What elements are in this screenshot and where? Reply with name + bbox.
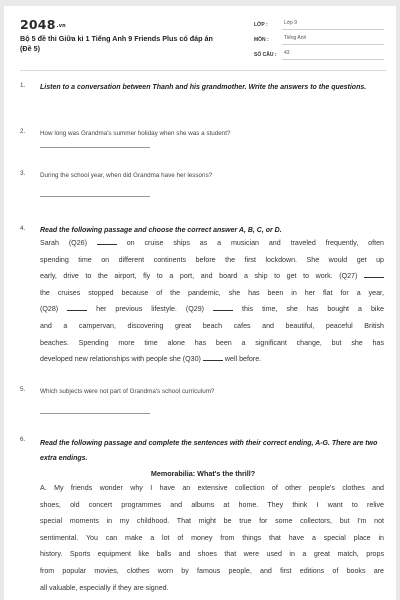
question-5 xyxy=(20,386,386,410)
question-2 xyxy=(20,128,386,152)
question-number: 6. xyxy=(20,436,26,443)
meta-value: Lớp 9 xyxy=(282,20,384,30)
blank-q27[interactable] xyxy=(364,271,384,278)
blank-q26[interactable] xyxy=(97,238,117,245)
blank-q30[interactable] xyxy=(203,354,223,361)
question-text: How long was Grandma's summer holiday when she was a student? xyxy=(40,130,231,137)
passage-line: beaches. Spending more time alone has been a significant change, but she has xyxy=(40,338,384,347)
meta-key: SỐ CÂU : xyxy=(254,51,277,58)
meta-value: Tiếng Anh xyxy=(282,35,384,45)
answer-line[interactable] xyxy=(40,413,150,414)
meta-key: LỚP : xyxy=(254,21,268,28)
logo-text: 2048 xyxy=(20,17,56,32)
reading-passage-1 xyxy=(40,235,384,368)
passage-title: Memorabilia: What's the thrill? xyxy=(150,469,256,478)
meta-row-subject xyxy=(254,32,384,47)
meta-key: MÔN : xyxy=(254,36,269,43)
question-text: Listen to a conversation between Thanh and his grandmother. Write the answers to the questions. xyxy=(40,84,367,91)
passage-line: Sarah (Q26) on cruise ships as a musician and traveled frequently, often xyxy=(40,239,384,247)
passage-line: developed new relationships with people she (Q30) well before. xyxy=(40,355,262,364)
passage-line: all valuable, especially if they are signed. xyxy=(40,583,169,592)
passage-line: the cruises stopped because of the pandemic, she has been in her flat for a year, xyxy=(40,288,384,297)
question-number: 4. xyxy=(20,225,26,232)
meta-row-class xyxy=(254,17,384,32)
passage-line: sentimental. You can make a lot of money from things that have a special place in xyxy=(40,533,384,542)
passage-line: early, drive to the airport, fly to a port, and board a ship to get to work. (Q27) xyxy=(40,268,384,285)
meta-value: 43 xyxy=(282,50,384,60)
question-3 xyxy=(20,170,386,194)
passage-line: history. Sports equipment like balls and shoes that were used in a great match, props xyxy=(40,550,384,559)
passage-line: spending time on different continents before the first lockdown. She would get up xyxy=(40,255,384,264)
blank-q28[interactable] xyxy=(67,304,87,311)
passage-line: and a campervan, discovering great beach cafes and beautiful, peaceful British xyxy=(40,321,384,330)
passage-line: (Q28) her previous lifestyle. (Q29) this time, she has bought a bike xyxy=(40,305,384,314)
reading-passage-2 xyxy=(40,480,384,596)
question-text: Read the following passage and complete the sentences with their correct ending, A-G. There are two extra endings. xyxy=(40,440,378,462)
question-number: 3. xyxy=(20,170,26,177)
header-divider xyxy=(20,70,386,71)
passage-line: A. My friends wonder why I have an extensive collection of other people's clothes and xyxy=(40,484,384,492)
site-logo[interactable] xyxy=(20,17,66,32)
blank-q29[interactable] xyxy=(213,304,233,311)
passage-line: from popular movies, clothes worn by famous people, and first editions of books are xyxy=(40,566,384,575)
passage-line: shoes, old concert programmes and albums at home. They think I want to relive xyxy=(40,500,384,509)
question-text: During the school year, when did Grandma have her lessons? xyxy=(40,172,213,179)
question-text: Read the following passage and choose the correct answer A, B, C, or D. xyxy=(40,227,282,234)
logo-suffix: .vn xyxy=(56,22,66,29)
question-text: Which subjects were not part of Grandma's school curriculum? xyxy=(40,388,215,395)
meta-table xyxy=(254,17,384,62)
question-6 xyxy=(20,436,386,460)
document-title: Bộ 5 đề thi Giữa kì 1 Tiếng Anh 9 Friends Plus có đáp án (Đề 5) xyxy=(20,34,213,53)
answer-line[interactable] xyxy=(40,147,150,148)
meta-row-count xyxy=(254,47,384,62)
answer-line[interactable] xyxy=(40,196,150,197)
question-1 xyxy=(20,82,386,106)
question-number: 2. xyxy=(20,128,26,135)
document-page xyxy=(4,6,396,600)
passage-line: special moments in my childhood. That might be true for some collectors, but I'm not xyxy=(40,517,384,526)
question-number: 5. xyxy=(20,386,26,393)
question-number: 1. xyxy=(20,82,26,89)
